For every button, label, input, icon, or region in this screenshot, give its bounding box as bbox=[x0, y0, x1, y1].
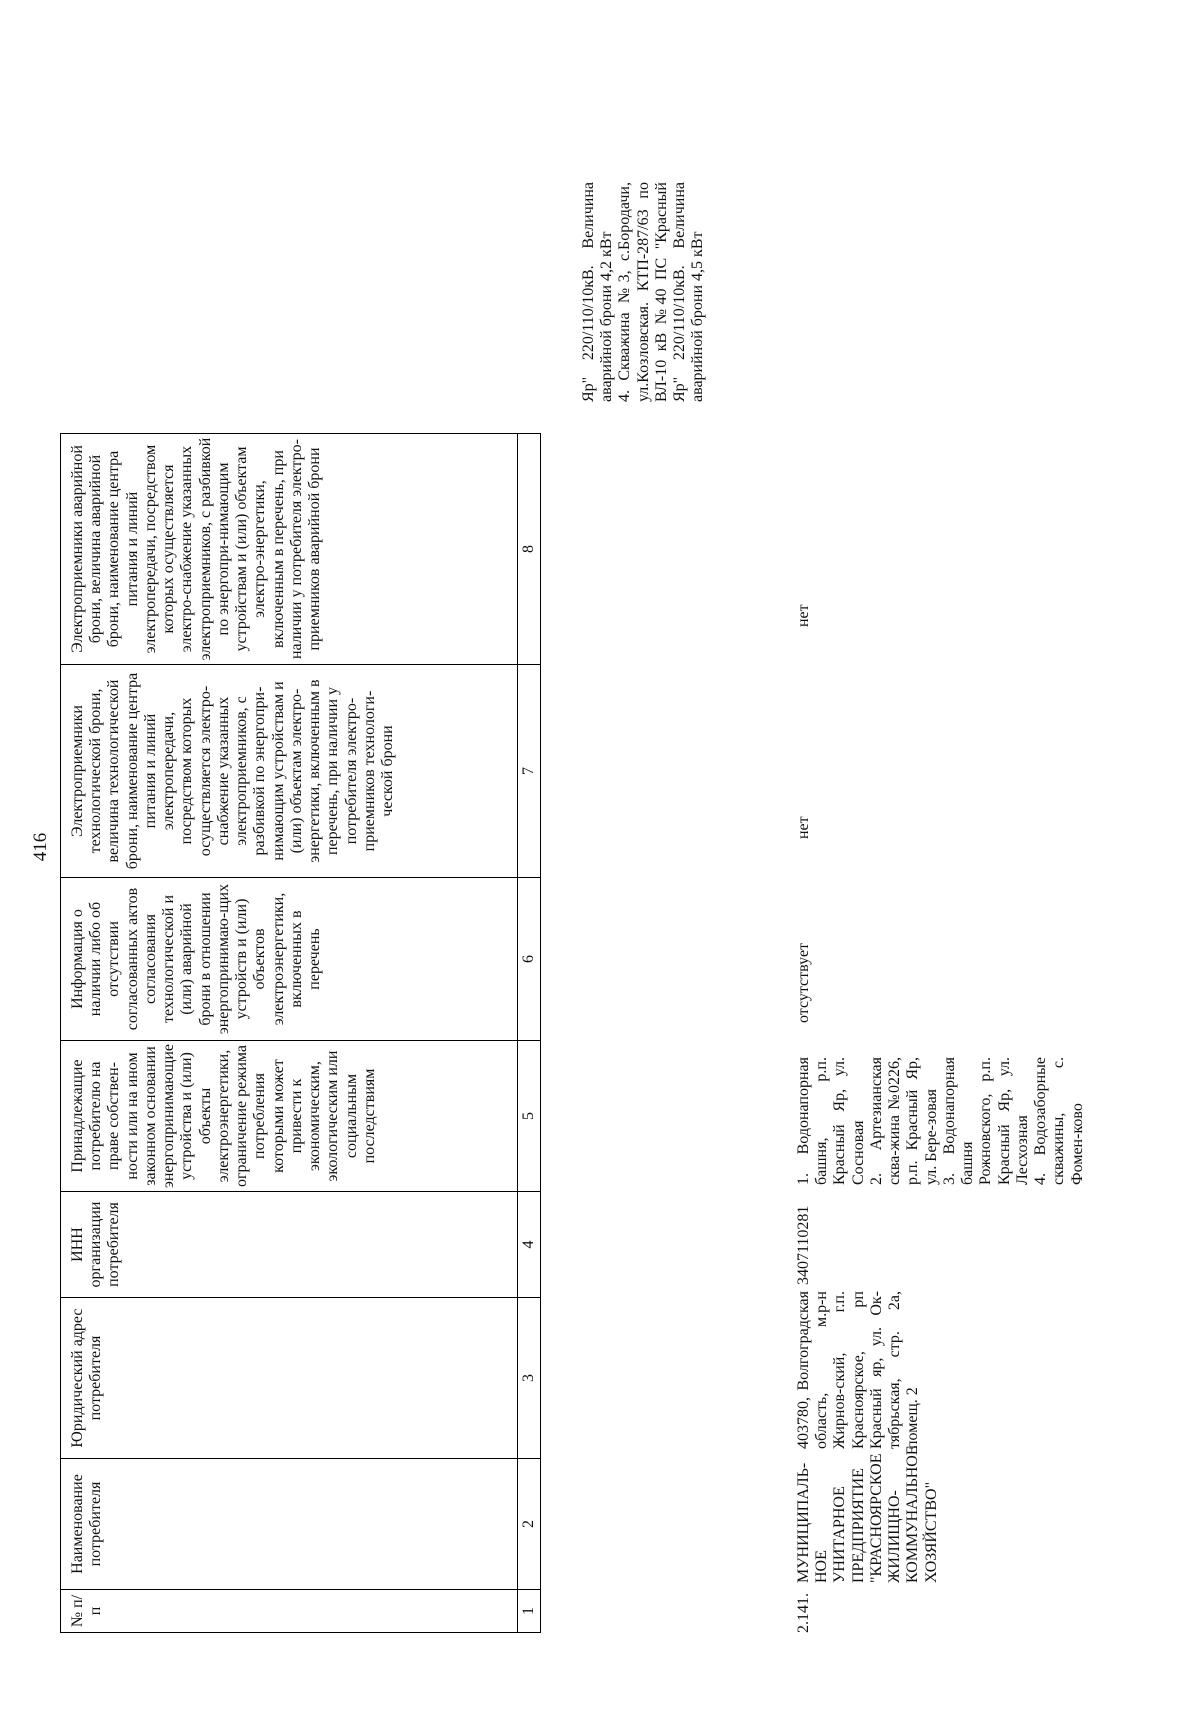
record-inn: 3407110281 bbox=[795, 1205, 812, 1285]
col-1-number: 1 bbox=[518, 1590, 541, 1633]
col-7-header: Электроприемники технологической брони, величина технологической брони, наименование центра питания и линий электропередачи, посредством которых осуществляется электро-снабжение указанных электроприемников, с разбивкой по энергопри-нимающим устройствам и (или) объектам электро-энергетики, включенным в перечень, при наличии у потребителя электро-приемников технологи-ческой брони bbox=[61, 665, 518, 878]
column-number-row bbox=[518, 434, 541, 1633]
object-item: 2. Артезианская сква-жина №0226, р.п. Красный Яр, ул. Бере-зовая bbox=[867, 1057, 940, 1185]
col-4-header: ИНН организации потребителя bbox=[61, 1192, 518, 1298]
continuation-col8-text: Яр" 220/110/10кВ. Величина аварийной брони 4,2 кВт bbox=[580, 182, 616, 402]
col-5-number: 5 bbox=[518, 1041, 541, 1192]
col-5-header: Принадлежащие потребителю на праве собствен-ности или на ином законном основании энергопринимающие устройства и (или) объекты электроэнергетики, ограничение режима потребления которыми может привести к экономическим, экологическим или социальным последствиям bbox=[61, 1041, 518, 1192]
object-item: 4. Водозаборные скважины, с. Фомен-ково bbox=[1032, 1057, 1086, 1185]
object-item: 1. Водонапорная башня, р.п. Красный Яр, ул. Сосновая bbox=[795, 1057, 867, 1185]
object-item: 3. Водонапорная башня Рожновского, р.п. Красный Яр, ул. Лесхозная bbox=[940, 1057, 1031, 1185]
col-6-number: 6 bbox=[518, 878, 541, 1041]
record-address: 403780, Волгоградская область, м.р-н Жирнов-ский, г.п. Красноярское, рп Красный яр, ул. Ок-тябрьская, стр. 2а, помещ. 2 bbox=[795, 1291, 922, 1449]
page-number: 416 bbox=[30, 832, 51, 862]
continuation-col8 bbox=[580, 182, 708, 402]
col-8-header: Электроприемники аварийной брони, величина аварийной брони, наименование центра питания и линий электропередачи, посредством которых осуществляется электро-снабжение указанных электроприемников, с разбивкой по энергопри-нимающим устройствам и (или) объектам электро-энергетики, включенным в перечень, при наличии у потребителя электро-приемников аварийной брони bbox=[61, 434, 518, 665]
record-tech-bron: нет bbox=[795, 816, 812, 839]
record-number: 2.141. bbox=[795, 1593, 812, 1633]
header-row bbox=[61, 434, 518, 1633]
col-3-number: 3 bbox=[518, 1298, 541, 1459]
col-8-number: 8 bbox=[518, 434, 541, 665]
record-acts: отсутствует bbox=[795, 942, 812, 1023]
continuation-col8-item4: 4. Скважина №3, с.Бородачи, ул.Козловская. КТП-287/63 по ВЛ-10 кВ №40 ПС "Красный Яр" 220/110/10кВ. Величина аварийной брони 4,5 кВт bbox=[616, 182, 707, 402]
col-4-number: 4 bbox=[518, 1192, 541, 1298]
record-objects bbox=[795, 1057, 1087, 1185]
col-2-number: 2 bbox=[518, 1459, 541, 1590]
col-1-header: № п/п bbox=[61, 1590, 518, 1633]
col-6-header: Информация о наличии либо об отсутствии согласованных актов согласования технологической и (или) аварийной брони в отношении энергопринимаю-щих устройств и (или) объектов электроэнергетики, включенных в перечень bbox=[61, 878, 518, 1041]
col-2-header: Наименование потребителя bbox=[61, 1459, 518, 1590]
col-3-header: Юридический адрес потребителя bbox=[61, 1298, 518, 1459]
header-table bbox=[60, 433, 541, 1633]
col-7-number: 7 bbox=[518, 665, 541, 878]
record-avar-bron: нет bbox=[795, 604, 812, 627]
record-name: МУНИЦИПАЛЬ-НОЕ УНИТАРНОЕ ПРЕДПРИЯТИЕ "КРАСНОЯРСКОЕ ЖИЛИЩНО-КОММУНАЛЬНОЕ ХОЗЯЙСТВО" bbox=[795, 1445, 940, 1583]
